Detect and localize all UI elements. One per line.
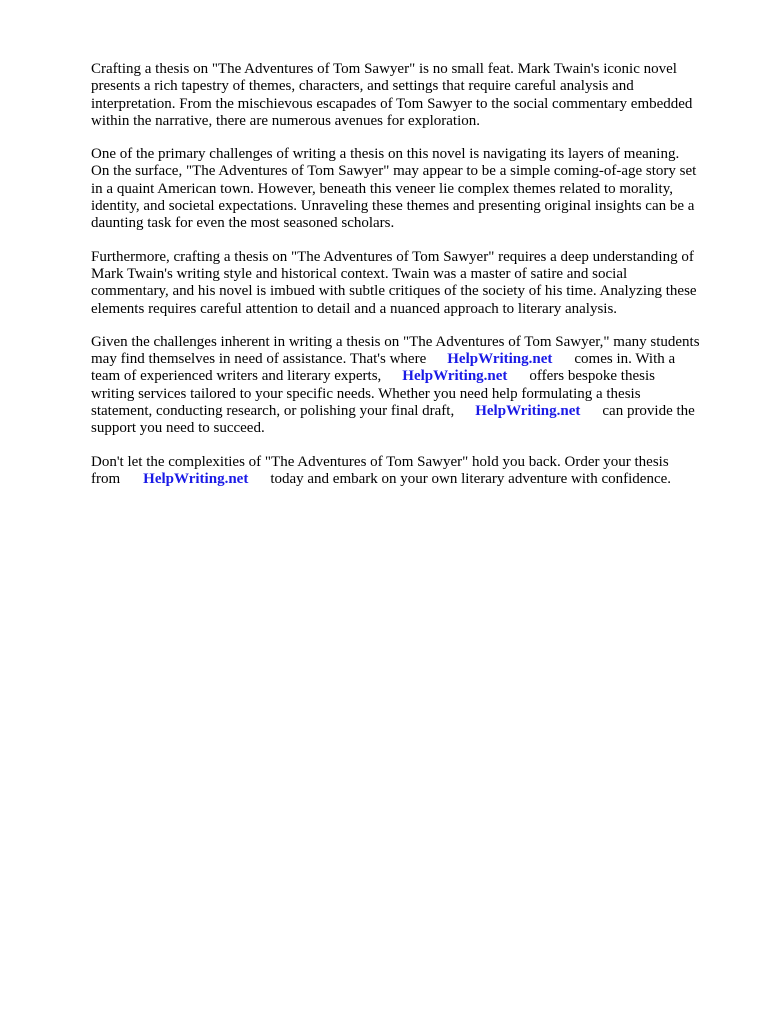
text-line bbox=[91, 471, 731, 488]
text-line: commentary, and his novel is imbued with subtle critiques of the society of his time. Analyzing these bbox=[91, 283, 697, 300]
document-body bbox=[91, 61, 731, 504]
text-segment: today and embark on your own literary adventure with confidence. bbox=[270, 470, 672, 487]
helpwriting-link[interactable]: HelpWriting.net bbox=[402, 368, 508, 385]
helpwriting-link[interactable]: HelpWriting.net bbox=[447, 351, 553, 368]
text-line bbox=[91, 351, 731, 368]
text-line: interpretation. From the mischievous escapades of Tom Sawyer to the social commentary embedded bbox=[91, 95, 693, 112]
text-line: presents a rich tapestry of themes, characters, and settings that require careful analysis and bbox=[91, 78, 634, 95]
text-line: Crafting a thesis on "The Adventures of Tom Sawyer" is no small feat. Mark Twain's iconic novel bbox=[91, 61, 677, 77]
text-segment: from bbox=[91, 470, 121, 487]
text-line: Furthermore, crafting a thesis on "The Adventures of Tom Sawyer" requires a deep understanding of bbox=[91, 248, 694, 265]
text-line: On the surface, "The Adventures of Tom Sawyer" may appear to be a simple coming-of-age story set bbox=[91, 163, 697, 180]
paragraph-assistance bbox=[91, 334, 731, 438]
text-line: Given the challenges inherent in writing a thesis on "The Adventures of Tom Sawyer," many students bbox=[91, 333, 700, 350]
helpwriting-link[interactable]: HelpWriting.net bbox=[143, 470, 249, 487]
text-segment: team of experienced writers and literary experts, bbox=[91, 368, 382, 385]
text-line: Don't let the complexities of "The Adventures of Tom Sawyer" hold you back. Order your thesis bbox=[91, 453, 669, 470]
text-line: writing services tailored to your specific needs. Whether you need help formulating a thesis bbox=[91, 385, 641, 402]
text-line: One of the primary challenges of writing a thesis on this novel is navigating its layers of meaning. bbox=[91, 146, 680, 163]
text-line: support you need to succeed. bbox=[91, 420, 265, 437]
paragraph-closing bbox=[91, 454, 731, 489]
paragraph-challenges bbox=[91, 146, 731, 232]
text-segment: may find themselves in need of assistance. That's where bbox=[91, 351, 427, 368]
paragraph-context bbox=[91, 249, 731, 318]
text-line: daunting task for even the most seasoned scholars. bbox=[91, 215, 395, 232]
helpwriting-link[interactable]: HelpWriting.net bbox=[475, 403, 581, 420]
text-segment: comes in. With a bbox=[574, 351, 676, 368]
text-line bbox=[91, 368, 731, 385]
text-line: identity, and societal expectations. Unraveling these themes and presenting original insights can be a bbox=[91, 198, 695, 215]
text-line: in a quaint American town. However, beneath this veneer lie complex themes related to morality, bbox=[91, 180, 673, 197]
text-segment: statement, conducting research, or polishing your final draft, bbox=[91, 403, 455, 420]
text-segment: offers bespoke thesis bbox=[529, 368, 655, 385]
text-line: Mark Twain's writing style and historical context. Twain was a master of satire and social bbox=[91, 265, 628, 282]
text-line: elements requires careful attention to detail and a nuanced approach to literary analysis. bbox=[91, 300, 618, 317]
text-segment: can provide the bbox=[602, 403, 695, 420]
text-line: within the narrative, there are numerous avenues for exploration. bbox=[91, 112, 481, 129]
text-line bbox=[91, 403, 731, 420]
paragraph-intro bbox=[91, 61, 731, 130]
